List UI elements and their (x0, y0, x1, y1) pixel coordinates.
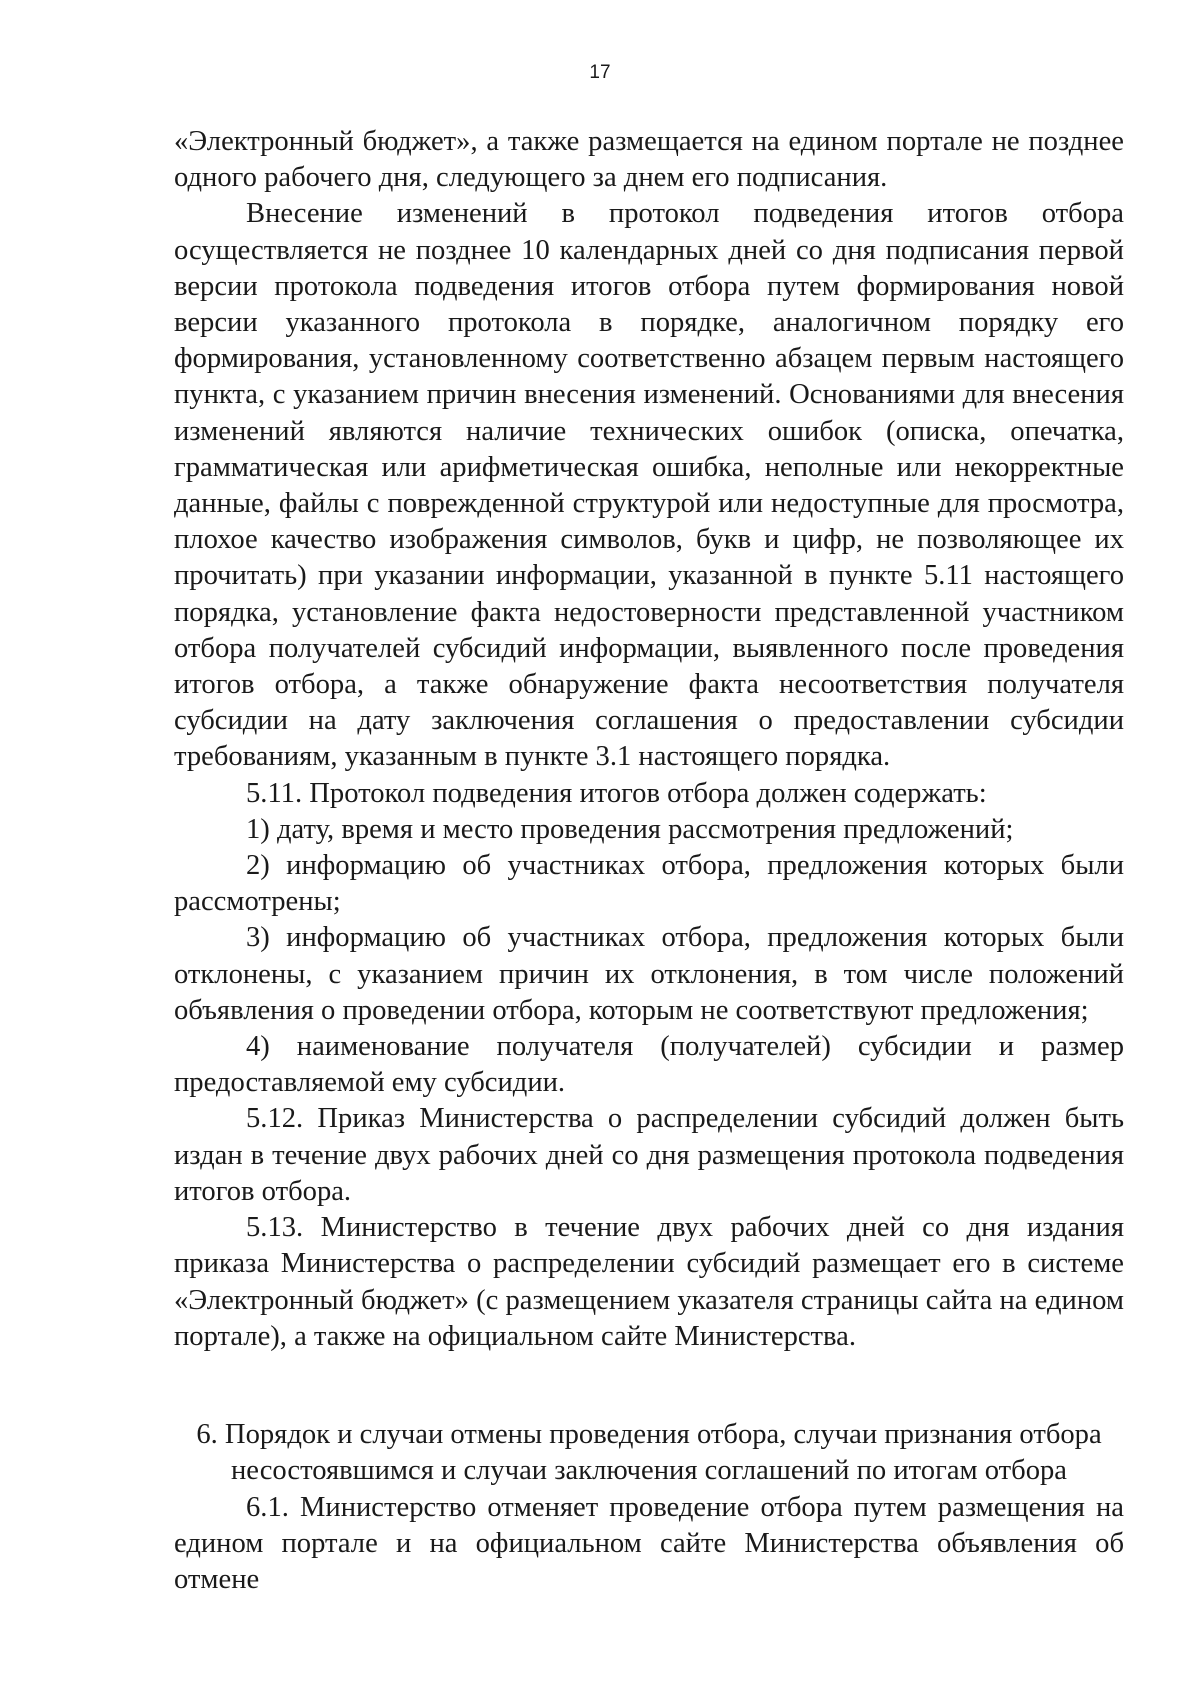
body-text (174, 124, 1124, 1355)
section-heading-line-2: несостоявшимся и случаи заключения соглашений по итогам отбора (230, 1455, 1068, 1487)
list-item-1: 1) дату, время и место проведения рассмотрения предложений; (246, 813, 1014, 845)
list-item-2: 2) информацию об участниках отбора, предложения которых были рассмотрены; (174, 850, 1124, 918)
paragraph-5-13: 5.13. Министерство в течение двух рабочих дней со дня издания приказа Министерства о распределении субсидий размещает его в системе «Электронный бюджет» (с размещением указателя страницы сайта на едином портале), а также на официальном сайте Министерства. (174, 1212, 1124, 1352)
list-item-3: 3) информацию об участниках отбора, предложения которых были отклонены, с указанием причин их отклонения, в том числе положений объявления о проведении отбора, которым не соответствуют предложения; (174, 922, 1124, 1026)
section-body-text (174, 1490, 1124, 1599)
list-item-4: 4) наименование получателя (получателей) субсидии и размер предоставляемой ему субсидии. (174, 1031, 1124, 1099)
section-heading (174, 1417, 1124, 1489)
paragraph-5-11: 5.11. Протокол подведения итогов отбора должен содержать: (246, 777, 987, 809)
paragraph-continuation: «Электронный бюджет», а также размещается на едином портале не позднее одного рабочего дня, следующего за днем его подписания. (174, 126, 1124, 194)
section-heading-line-1: 6. Порядок и случаи отмены проведения отбора, случаи признания отбора (196, 1419, 1102, 1450)
paragraph-protocol-changes: Внесение изменений в протокол подведения итогов отбора осуществляется не позднее 10 календарных дней со дня подписания первой версии протокола подведения итогов отбора путем формирования новой версии указанного протокола в порядке, аналогичном порядку его формирования, установленному соответственно абзацем первым настоящего пункта, с указанием причин внесения изменений. Основаниями для внесения изменений являются наличие технических ошибок (описка, опечатка, грамматическая или арифметическая ошибка, неполные или некорректные данные, файлы с поврежденной структурой или недоступные для просмотра, плохое качество изображения символов, букв и цифр, не позволяющее их прочитать) при указании информации, указанной в пункте 5.11 настоящего порядка, установление факта недостоверности представленной участником отбора получателей субсидий информации, выявленного после проведения итогов отбора, а также обнаружение факта несоответствия получателя субсидии на дату заключения соглашения о предоставлении субсидии требованиям, указанным в пункте 3.1 настоящего порядка. (174, 198, 1124, 773)
paragraph-6-1: 6.1. Министерство отменяет проведение отбора путем размещения на едином портале и на официальном сайте Министерства объявления об отмене (174, 1492, 1124, 1596)
page-number: 17 (589, 62, 611, 83)
paragraph-5-12: 5.12. Приказ Министерства о распределении субсидий должен быть издан в течение двух рабочих дней со дня размещения протокола подведения итогов отбора. (174, 1103, 1124, 1207)
